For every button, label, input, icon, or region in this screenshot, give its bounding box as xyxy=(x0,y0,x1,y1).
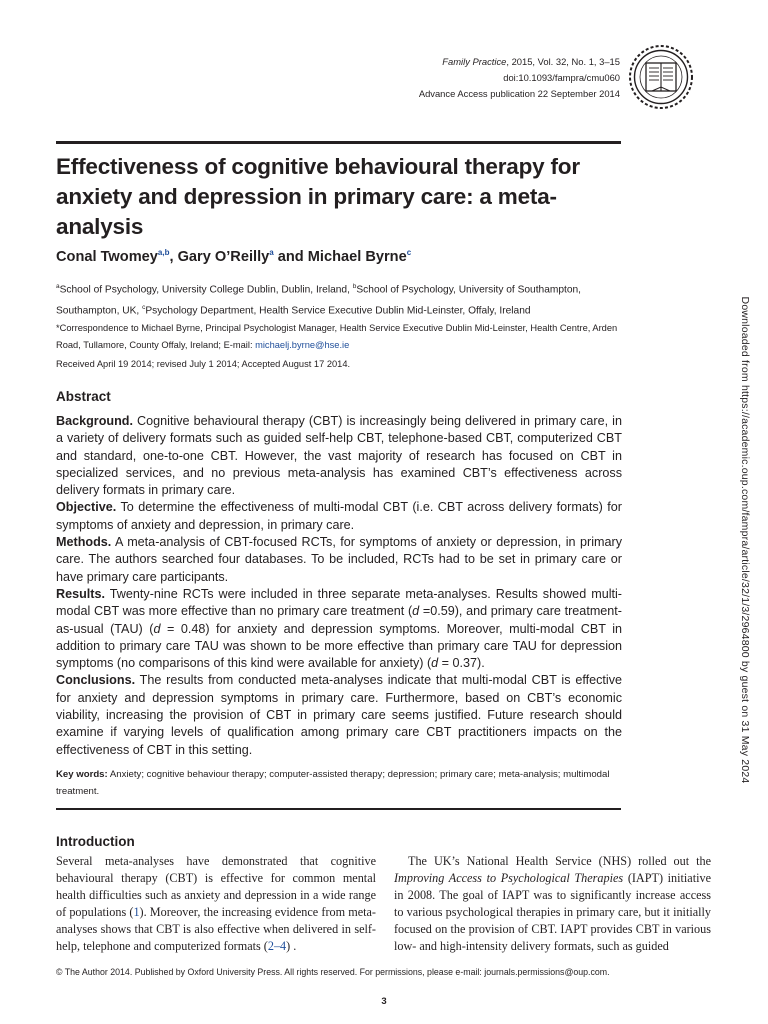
journal-volume: , 2015, Vol. 32, No. 1, 3–15 xyxy=(506,56,620,67)
introduction-heading: Introduction xyxy=(56,834,135,849)
journal-citation xyxy=(419,54,620,102)
methods-label: Methods. xyxy=(56,535,112,550)
results-text: Twenty-nine RCTs were included in three separate meta-analyses. Results showed multi-modal CBT was more effective than no primary care treatment ( xyxy=(56,586,622,619)
correspondence-text: *Correspondence to Michael Byrne, Principal Psychologist Manager, Health Service Executive Dublin Mid-Leinster, Health Centre, Arden Road, Tullamore, County Offaly, Ireland; E-mail: xyxy=(56,323,618,350)
effect-size-symbol: d xyxy=(412,604,420,619)
author-list xyxy=(56,248,411,265)
intro-text: (IAPT) initiative in 2008. The goal of IAPT was to significantly increase access to various psychological therapies in primary care, but it initially focused on the provision of CBT. IAPT provides CBT in various low- and high-intensity delivery formats, such as guided xyxy=(394,871,711,954)
reference-link[interactable]: 2–4 xyxy=(267,939,287,954)
copyright-footer: © The Author 2014. Published by Oxford University Press. All rights reserved. For permissions, please e-mail: journals.permissions@oup.com. xyxy=(56,967,610,977)
abstract-results xyxy=(56,586,622,672)
received-dates: Received April 19 2014; revised July 1 2014; Accepted August 17 2014. xyxy=(56,359,351,369)
advance-access: Advance Access publication 22 September 2014 xyxy=(418,88,620,99)
author-2-affiliation[interactable]: a xyxy=(269,248,274,257)
objective-label: Objective. xyxy=(56,500,117,515)
abstract-body xyxy=(56,413,622,759)
effect-size-symbol: d xyxy=(431,656,439,671)
abstract-conclusions xyxy=(56,672,622,758)
doi[interactable]: doi:10.1093/fampra/cmu060 xyxy=(503,72,620,83)
author-1[interactable]: Conal Twomey xyxy=(56,248,158,265)
top-rule xyxy=(56,141,621,144)
intro-text: Several meta-analyses have demonstrated that cognitive behavioural therapy (CBT) is effective for common mental health difficulties such as anxiety and depression in a wide range of populations ( xyxy=(56,854,376,920)
correspondence xyxy=(56,320,626,354)
affiliation-c: Psychology Department, Health Service Executive Dublin Mid-Leinster, Offaly, Ireland xyxy=(145,305,531,317)
results-text: = 0.37). xyxy=(438,656,485,671)
background-text: Cognitive behavioural therapy (CBT) is increasingly being delivered in primary care, in a variety of delivery formats such as guided self-help CBT, telephone-based CBT, computerized CBT and standard, one-to-one CBT. However, the vast majority of research has focused on CBT in specialized services, and no previous meta-analysis has examined CBT’s effectiveness across delivery formats in primary care. xyxy=(56,414,622,498)
author-2[interactable]: Gary O’Reilly xyxy=(177,248,270,265)
keywords-label: Key words: xyxy=(56,769,108,780)
journal-name: Family Practice xyxy=(442,56,507,67)
page-number: 3 xyxy=(381,996,387,1007)
methods-text: A meta-analysis of CBT-focused RCTs, for symptoms of anxiety or depression, in primary care. The authors searched four databases. To be included, RCTs had to be set in primary care or have primary care participants. xyxy=(56,535,622,584)
results-label: Results. xyxy=(56,586,105,601)
intro-text: ). Moreover, the increasing evidence from meta-analyses shows that CBT is also effective when delivered in self-help, telephone and computerized formats ( xyxy=(56,905,376,954)
program-name: Improving Access to Psychological Therapies xyxy=(394,871,624,886)
affiliation-b: School of Psychology, University of Southampton, Southampton, UK, xyxy=(56,284,582,317)
reference-link[interactable]: 1 xyxy=(133,905,140,920)
intro-text: The UK’s National Health Service (NHS) rolled out the xyxy=(408,854,711,868)
download-watermark: Downloaded from https://academic.oup.com/fampra/article/32/1/3/2964800 by guest on 31 May 2024 xyxy=(739,296,751,784)
objective-text: To determine the effectiveness of multi-modal CBT (i.e. CBT across delivery formats) for symptoms of anxiety and depression, in primary care. xyxy=(56,500,622,532)
author-3-affiliation[interactable]: c xyxy=(406,248,412,257)
author-separator: , xyxy=(169,248,178,265)
results-text: = 0.48) for anxiety and depression symptoms. Moreover, multi-modal CBT in addition to primary care TAU was shown to be more effective than primary care TAU for depression symptoms (no comparisons of this kind were available for anxiety) ( xyxy=(56,621,622,671)
correspondence-email-link[interactable]: michaelj.byrne@hse.ie xyxy=(255,340,350,350)
abstract-objective xyxy=(56,499,622,534)
results-text: =0.59), and primary care treatment-as-usual (TAU) ( xyxy=(56,604,623,636)
conclusions-text: The results from conducted meta-analyses indicate that multi-modal CBT is effective for anxiety and depression symptoms in primary care. Furthermore, based on CBT’s economic viability, increasing the provision of CBT in primary care seems justified. Future research should examine if varying levels of qualification among primary care CBT practitioners impacts on the effectiveness of CBT in this setting. xyxy=(56,673,622,757)
oup-seal-icon xyxy=(628,44,694,110)
affiliation-marker: a xyxy=(56,283,60,290)
effect-size-symbol: d xyxy=(153,621,161,636)
affiliation-marker: c xyxy=(142,304,146,312)
background-label: Background. xyxy=(56,414,133,428)
conclusions-label: Conclusions. xyxy=(56,673,136,688)
author-separator: and xyxy=(273,248,308,265)
keywords xyxy=(56,766,622,800)
intro-text: ) . xyxy=(286,939,297,954)
affiliation-marker: b xyxy=(352,283,357,290)
abstract-methods xyxy=(56,534,622,586)
affiliation-a: School of Psychology, University College Dublin, Dublin, Ireland, xyxy=(59,284,353,296)
article-title: Effectiveness of cognitive behavioural therapy for anxiety and depression in primary care: a meta-analysis xyxy=(56,154,580,239)
introduction-column-right xyxy=(394,853,711,956)
introduction-column-left xyxy=(56,853,376,956)
keywords-text: Anxiety; cognitive behaviour therapy; computer-assisted therapy; depression; primary care; meta-analysis; multimodal treatment. xyxy=(56,769,610,797)
abstract-background xyxy=(56,413,622,499)
affiliations xyxy=(56,278,626,321)
author-3[interactable]: Michael Byrne xyxy=(307,248,407,265)
author-1-affiliation[interactable]: a,b xyxy=(157,248,170,257)
section-rule xyxy=(56,808,621,810)
abstract-heading: Abstract xyxy=(56,389,111,404)
